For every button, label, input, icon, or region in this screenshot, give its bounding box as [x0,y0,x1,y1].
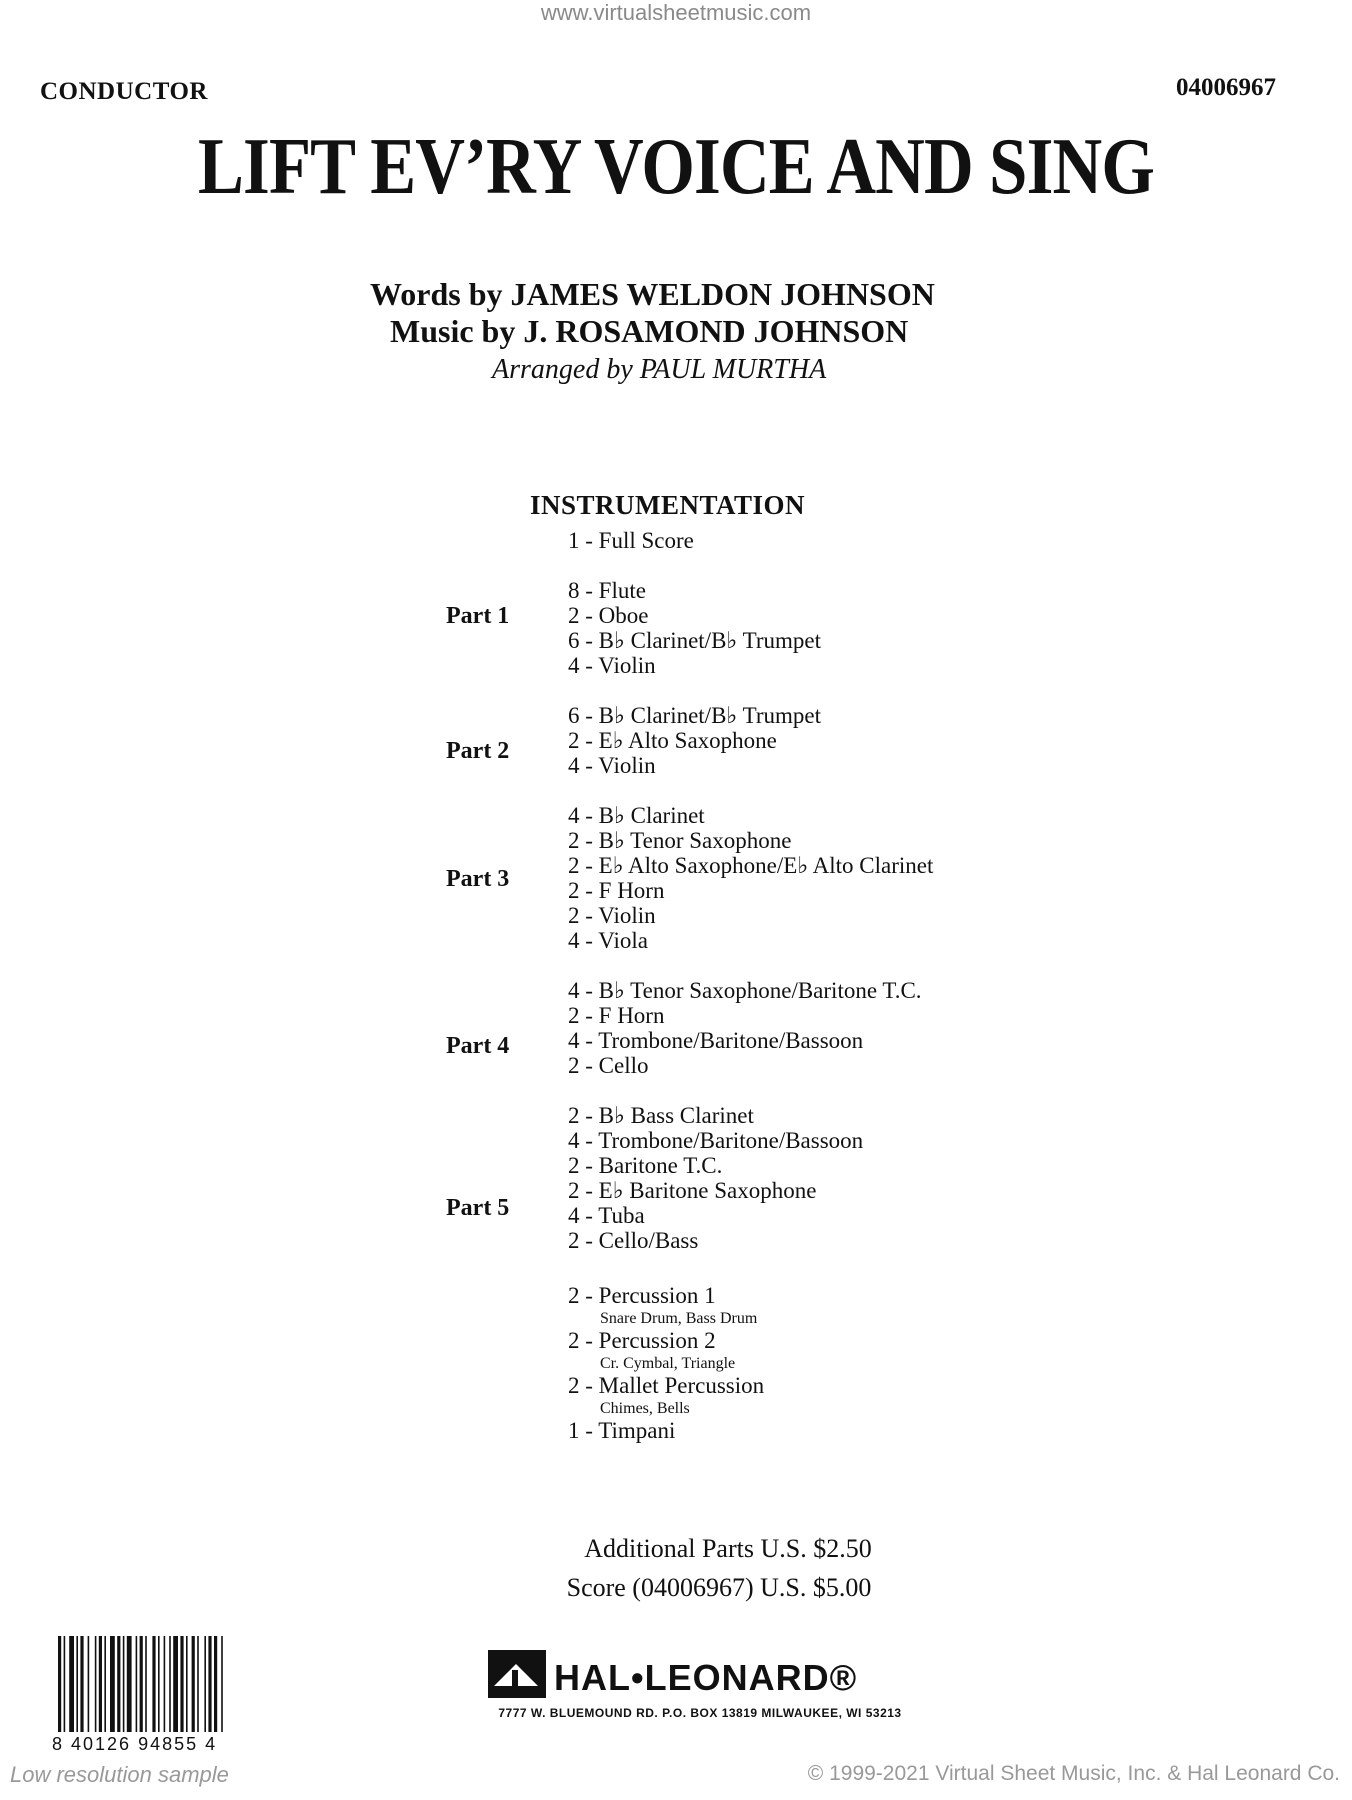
additional-parts-price: Additional Parts U.S. $2.50 [584,1534,872,1563]
part-item: 2 - Cello/Bass [568,1228,699,1253]
publisher-logo [486,1644,886,1704]
part-item: 4 - B♭ Clarinet [568,803,705,828]
part-item: 2 - F Horn [568,1003,665,1028]
part-label: Part 3 [446,866,510,892]
part-item: 6 - B♭ Clarinet/B♭ Trumpet [568,628,821,653]
svg-text:HAL•LEONARD®: HAL•LEONARD® [554,1657,858,1698]
part-item: 2 - Oboe [568,603,649,628]
percussion-detail: Chimes, Bells [600,1400,690,1417]
publisher-address: 7777 W. BLUEMOUND RD. P.O. BOX 13819 MILWAUKEE, WI 53213 [498,1706,902,1720]
part-label: Part 5 [446,1195,510,1221]
part-item: 2 - Baritone T.C. [568,1153,723,1178]
part-label: Part 2 [446,738,510,764]
conductor-label: CONDUCTOR [40,78,208,105]
percussion-detail: Cr. Cymbal, Triangle [600,1355,736,1372]
part-item: 4 - Trombone/Baritone/Bassoon [568,1128,864,1153]
part-item: 4 - Tuba [568,1203,645,1228]
part-item: 4 - Viola [568,928,648,953]
part-item: 2 - E♭ Baritone Saxophone [568,1178,817,1203]
copyright: © 1999-2021 Virtual Sheet Music, Inc. & Hal Leonard Co. [807,1762,1340,1785]
part-item: 4 - B♭ Tenor Saxophone/Baritone T.C. [568,978,922,1003]
sample-note: Low resolution sample [10,1762,229,1787]
part-item: 2 - Violin [568,903,656,928]
page-title: LIFT EV’RY VOICE AND SING [198,123,1154,211]
part-item: 2 - F Horn [568,878,665,903]
instrumentation-heading: INSTRUMENTATION [530,490,806,520]
hal-leonard-logo-icon [486,1644,886,1704]
percussion-detail: Snare Drum, Bass Drum [600,1310,758,1327]
percussion-item: 1 - Timpani [568,1418,676,1443]
part-item: 8 - Flute [568,578,646,603]
music-credit: Music by J. ROSAMOND JOHNSON [390,313,909,349]
part-label: Part 4 [446,1033,510,1059]
watermark-url: www.virtualsheetmusic.com [540,0,812,25]
catalog-number: 04006967 [1176,74,1276,101]
words-credit: Words by JAMES WELDON JOHNSON [370,276,935,312]
part-item: 2 - B♭ Bass Clarinet [568,1103,754,1128]
part-item: 4 - Violin [568,753,656,778]
part-item: 6 - B♭ Clarinet/B♭ Trumpet [568,703,821,728]
part-item: 2 - E♭ Alto Saxophone [568,728,777,753]
part-label: Part 1 [446,603,510,629]
percussion-item: 2 - Percussion 1 [568,1283,716,1308]
percussion-item: 2 - Mallet Percussion [568,1373,765,1398]
part-item: 2 - B♭ Tenor Saxophone [568,828,792,853]
arranger-credit: Arranged by PAUL MURTHA [492,354,827,385]
score-price: Score (04006967) U.S. $5.00 [566,1573,872,1602]
barcode-digits: 8 40126 94855 4 [52,1734,218,1754]
full-score-item: 1 - Full Score [568,528,694,553]
part-item: 2 - E♭ Alto Saxophone/E♭ Alto Clarinet [568,853,934,878]
percussion-item: 2 - Percussion 2 [568,1328,716,1353]
barcode [56,1636,288,1732]
part-item: 4 - Violin [568,653,656,678]
part-item: 4 - Trombone/Baritone/Bassoon [568,1028,864,1053]
part-item: 2 - Cello [568,1053,649,1078]
